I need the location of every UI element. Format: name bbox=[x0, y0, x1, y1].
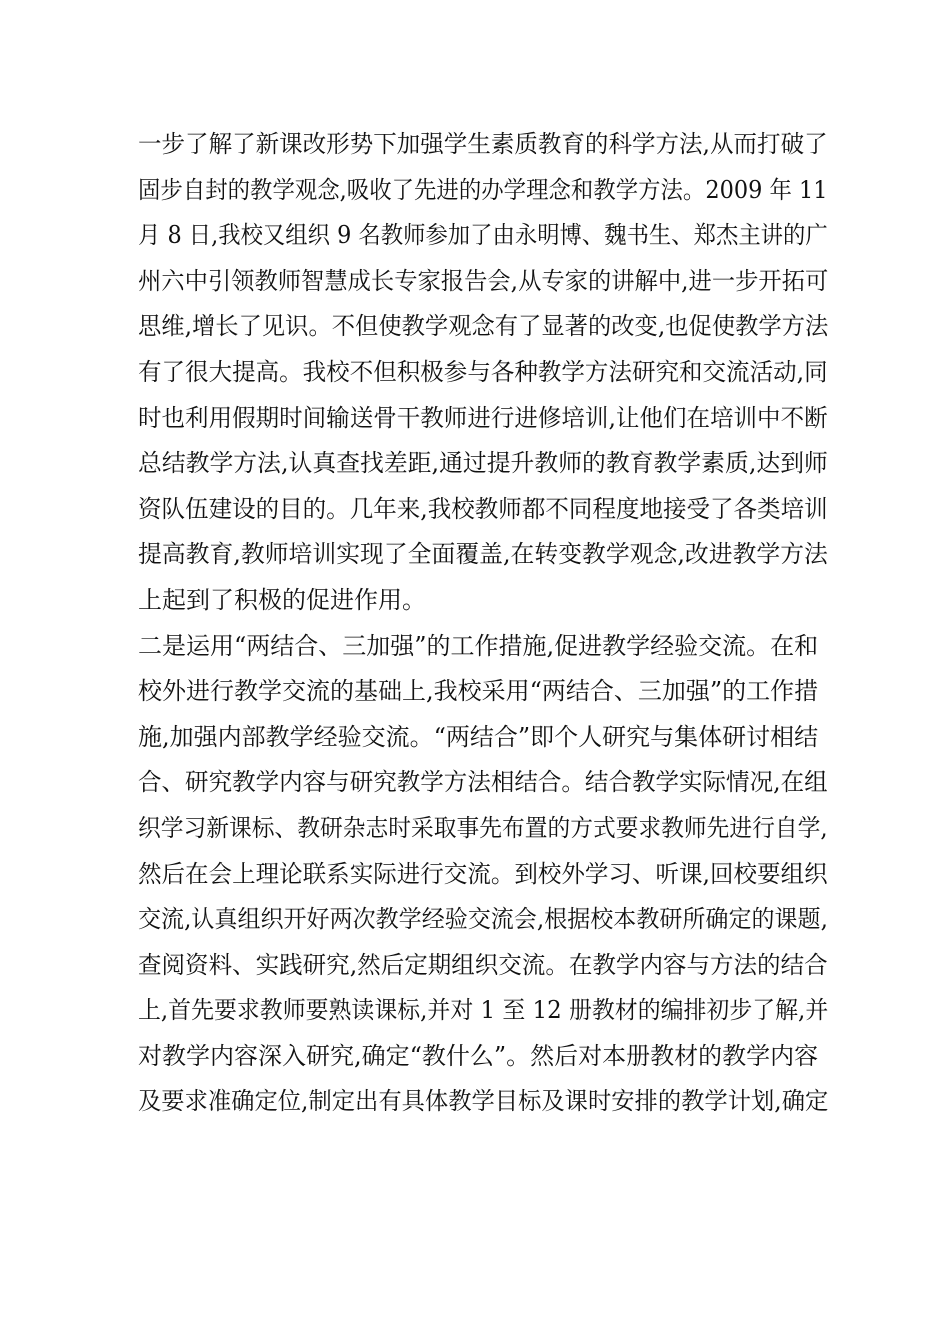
text-line: 固步自封的教学观念,吸收了先进的办学理念和教学方法。2009 年 11 bbox=[138, 175, 828, 204]
paragraph-start-line: 二是运用“两结合、三加强”的工作措施,促进教学经验交流。在和 bbox=[138, 631, 819, 660]
text-line: 月 8 日,我校又组织 9 名教师参加了由永明博、魏书生、郑杰主讲的广 bbox=[138, 221, 828, 250]
text-line: 合、研究教学内容与研究教学方法相结合。结合教学实际情况,在组 bbox=[138, 768, 828, 797]
body-text bbox=[138, 122, 828, 1125]
text-line: 织学习新课标、教研杂志时采取事先布置的方式要求教师先进行自学, bbox=[138, 813, 828, 842]
text-line: 总结教学方法,认真查找差距,通过提升教师的教育教学素质,达到师 bbox=[138, 449, 828, 478]
text-line: 有了很大提高。我校不但积极参与各种教学方法研究和交流活动,同 bbox=[138, 357, 828, 386]
text-line: 时也利用假期时间输送骨干教师进行进修培训,让他们在培训中不断 bbox=[138, 403, 828, 432]
text-line: 一步了解了新课改形势下加强学生素质教育的科学方法,从而打破了 bbox=[138, 130, 828, 158]
text-line: 交流,认真组织开好两次教学经验交流会,根据校本教研所确定的课题, bbox=[138, 905, 828, 934]
text-line: 查阅资料、实践研究,然后定期组织交流。在教学内容与方法的结合 bbox=[138, 950, 828, 979]
text-line: 州六中引领教师智慧成长专家报告会,从专家的讲解中,进一步开拓可 bbox=[138, 266, 829, 295]
text-line: 施,加强内部教学经验交流。“两结合”即个人研究与集体研讨相结 bbox=[138, 722, 819, 751]
text-line: 然后在会上理论联系实际进行交流。到校外学习、听课,回校要组织 bbox=[138, 859, 828, 888]
text-line: 对教学内容深入研究,确定“教什么”。然后对本册教材的教学内容 bbox=[138, 1041, 819, 1070]
text-line: 资队伍建设的目的。几年来,我校教师都不同程度地接受了各类培训 bbox=[138, 494, 828, 523]
text-line: 提高教育,教师培训实现了全面覆盖,在转变教学观念,改进教学方法 bbox=[138, 540, 828, 569]
text-line: 上起到了积极的促进作用。 bbox=[138, 585, 426, 614]
text-line: 思维,增长了见识。不但使教学观念有了显著的改变,也促使教学方法 bbox=[138, 312, 829, 341]
text-line: 及要求准确定位,制定出有具体教学目标及课时安排的教学计划,确定 bbox=[138, 1087, 829, 1116]
text-line: 上,首先要求教师要熟读课标,并对 1 至 12 册教材的编排初步了解,并 bbox=[138, 996, 829, 1025]
text-line: 校外进行教学交流的基础上,我校采用“两结合、三加强”的工作措 bbox=[138, 677, 819, 706]
